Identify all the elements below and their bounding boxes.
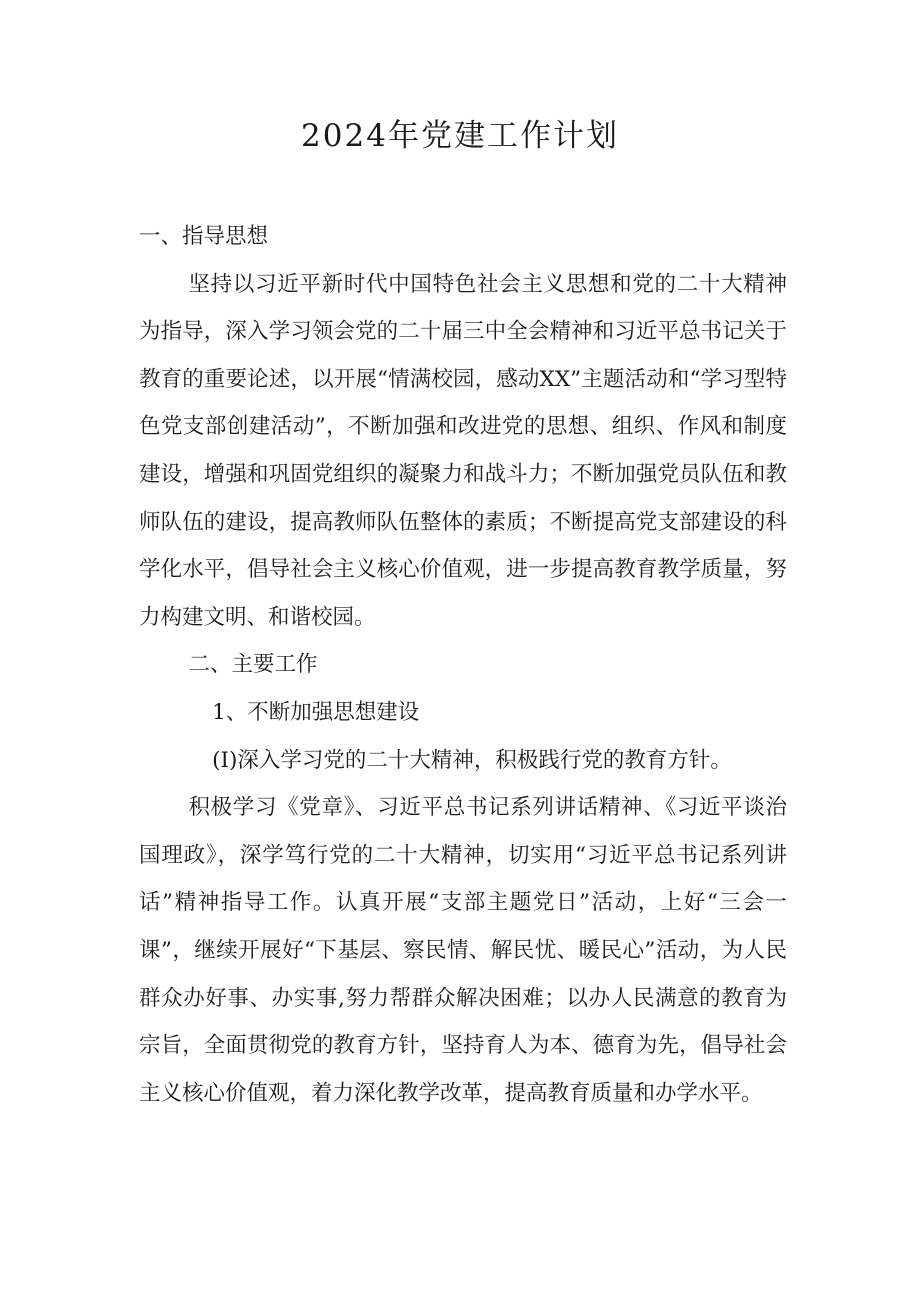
- document-body: [139, 213, 787, 1117]
- sub-item-study-spirit: (I)深入学习党的二十大精神，积极践行党的教育方针。: [212, 747, 732, 773]
- paragraph-guiding-thought: 坚持以习近平新时代中国特色社会主义思想和党的二十大精神为指导，深入学习领会党的二十届三中全会精神和习近平总书记关于教育的重要论述，以开展“情满校园，感动XX”主题活动和“学习型特色党支部创建活动”，不断加强和改进党的思想、组织、作风和制度建设，增强和巩固党组织的凝聚力和战斗力；不断加强党员队伍和教师队伍的建设，提高教师队伍整体的素质；不断提高党支部建设的科学化水平，倡导社会主义核心价值观，进一步提高教育教学质量，努力构建文明、和谐校园。: [139, 271, 787, 630]
- section-heading-guiding-thought: 一、指导思想: [139, 224, 269, 249]
- list-item-ideological-building: 1、不断加强思想建设: [212, 699, 420, 725]
- section-heading-main-work: 二、主要工作: [188, 652, 318, 678]
- paragraph-study-details: 积极学习《党章》、习近平总书记系列讲话精神、《习近平谈治国理政》，深学笃行党的二十大精神，切实用“习近平总书记系列讲话”精神指导工作。认真开展“支部主题党日”活动，上好“三会一课”，继续开展好“下基层、察民情、解民忧、暖民心”活动，为人民群众办好事、办实事,努力帮群众解决困难；以办人民满意的教育为宗旨，全面贯彻党的教育方针，坚持育人为本、德育为先，倡导社会主义核心价值观，着力深化教学改革，提高教育质量和办学水平。: [139, 795, 787, 1106]
- document-title: 2024年党建工作计划: [301, 118, 619, 154]
